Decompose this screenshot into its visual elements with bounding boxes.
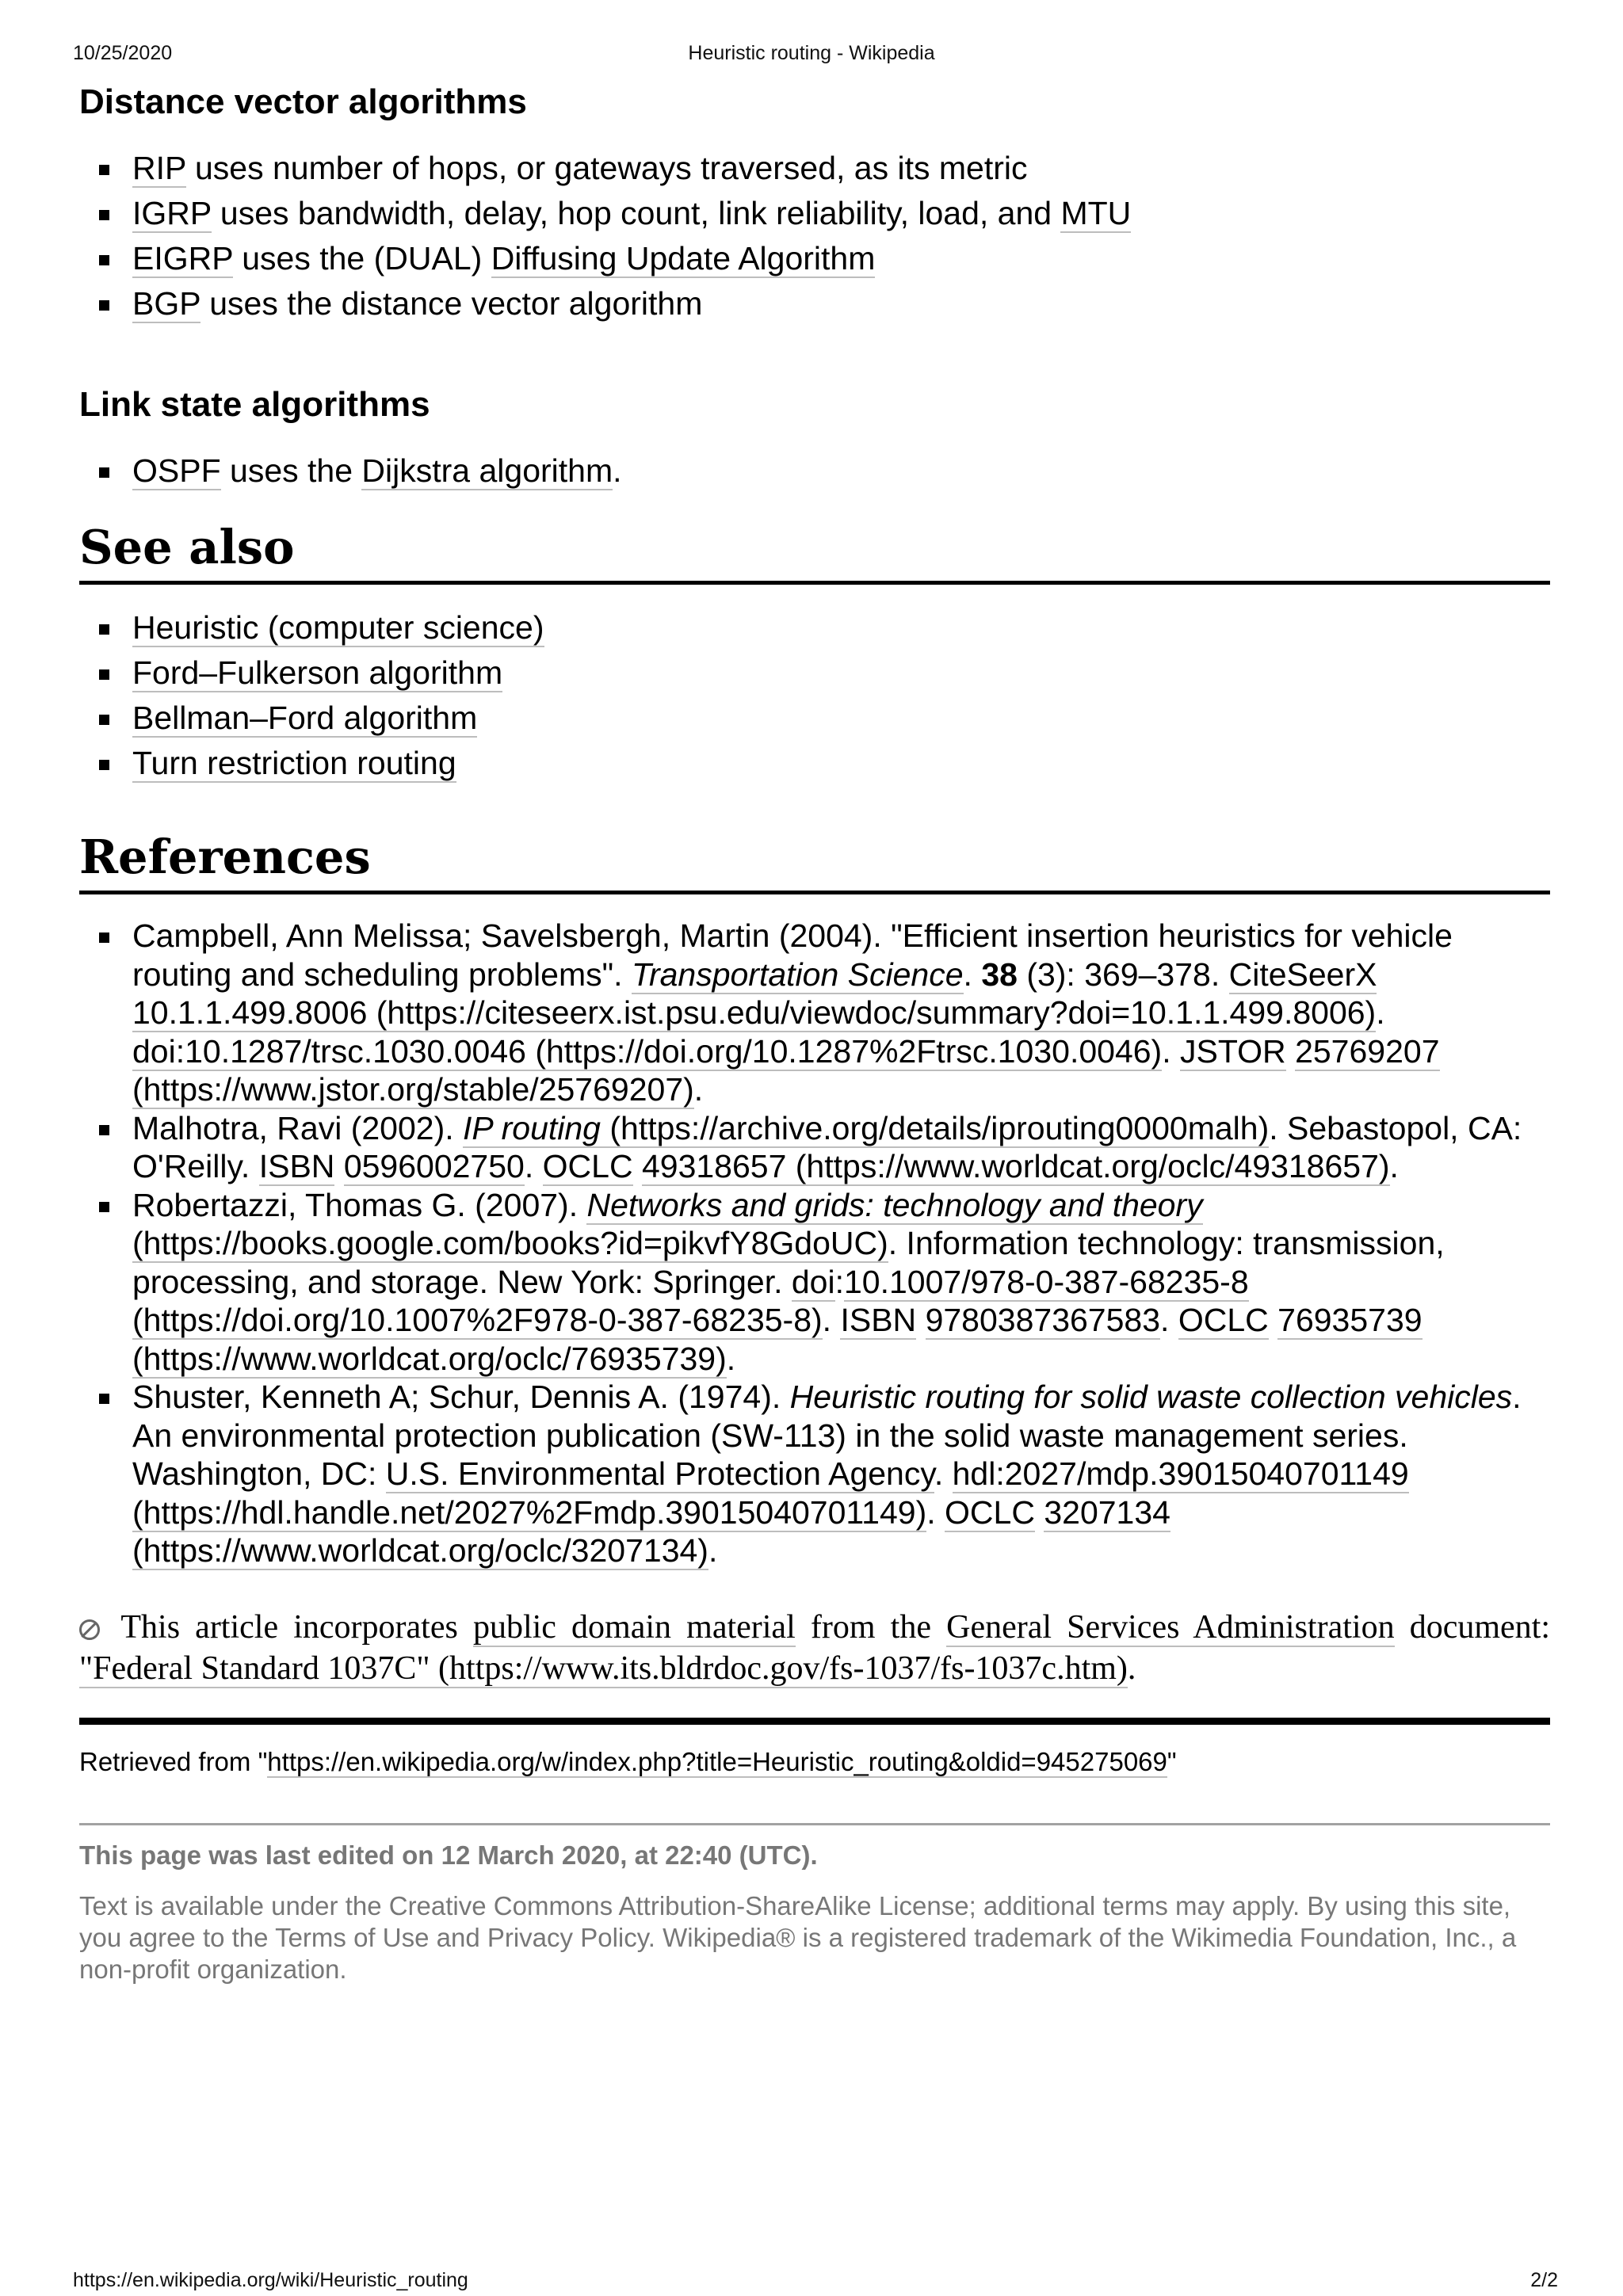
public-domain-link[interactable]: public domain material xyxy=(472,1608,796,1646)
isbn-label-link[interactable]: ISBN xyxy=(840,1302,917,1338)
distance-vector-list xyxy=(79,146,1550,326)
bgp-link[interactable]: BGP xyxy=(132,285,200,322)
reference-item: Malhotra, Ravi (2002). IP routing (https://archive.org/details/iprouting0000malh). Sebastopol, CA: O'Reilly. ISBN 0596002750. OCLC 49318657 (https://www.worldcat.org/oclc/49318657). xyxy=(79,1109,1550,1186)
footer-divider xyxy=(79,1823,1550,1825)
link-state-heading: Link state algorithms xyxy=(79,385,430,424)
public-domain-icon xyxy=(79,1619,100,1640)
reference-item: Robertazzi, Thomas G. (2007). Networks and grids: technology and theory (https://books.google.com/books?id=pikvfY8GdoUC). Information technology: transmission, processing, and storage. New York: Springer. doi:10.1007/978-0-387-68235-8 (https://doi.org/10.1007%2F978-0-387-68235-8). ISBN 9780387367583. OCLC 76935739 (https://www.worldcat.org/oclc/76935739). xyxy=(79,1186,1550,1379)
citeseerx-label-link[interactable]: CiteSeerX xyxy=(1228,955,1377,993)
oclc-label-link[interactable]: OCLC xyxy=(542,1148,633,1184)
retrieved-from: Retrieved from "https://en.wikipedia.org/w/index.php?title=Heuristic_routing&oldid=945275069" xyxy=(79,1746,1177,1776)
epa-link[interactable]: U.S. Environmental Protection Agency xyxy=(385,1455,934,1492)
list-item xyxy=(79,605,1550,650)
list-item: IGRP uses bandwidth, delay, hop count, link reliability, load, and MTU xyxy=(79,191,1550,236)
list-item xyxy=(79,696,1550,741)
reference-item: Campbell, Ann Melissa; Savelsbergh, Martin (2004). "Efficient insertion heuristics for vehicle routing and scheduling problems". Transportation Science. 38 (3): 369–378. CiteSeerX 10.1.1.499.8006 (https://citeseerx.ist.psu.edu/viewdoc/summary?doi=10.1.1.499.8006). doi:10.1287/trsc.1030.0046 (https://doi.org/10.1287%2Ftrsc.1030.0046). JSTOR 25769207 (https://www.jstor.org/stable/25769207). xyxy=(79,917,1550,1109)
dijkstra-link[interactable]: Dijkstra algorithm xyxy=(361,452,613,489)
list-item: RIP uses number of hops, or gateways traversed, as its metric xyxy=(79,146,1550,191)
oclc-label-link[interactable]: OCLC xyxy=(945,1493,1035,1531)
public-domain-notice: This article incorporates public domain material from the General Services Administration document: "Federal Standard 1037C" (https://www.its.bldrdoc.gov/fs-1037/fs-1037c.htm). xyxy=(79,1608,1550,1687)
doi-link[interactable]: doi:10.1287/trsc.1030.0046 (https://doi.org/10.1287%2Ftrsc.1030.0046) xyxy=(132,1032,1163,1070)
rip-link[interactable]: RIP xyxy=(132,150,186,186)
see-also-list xyxy=(79,605,1550,786)
hdl-link[interactable]: hdl:2027/mdp.39015040701149 (https://hdl.handle.net/2027%2Fmdp.39015040701149) xyxy=(132,1455,1409,1531)
see-also-link[interactable]: Ford–Fulkerson algorithm xyxy=(132,654,503,691)
list-item: EIGRP uses the (DUAL) Diffusing Update Algorithm xyxy=(79,236,1550,281)
eigrp-link[interactable]: EIGRP xyxy=(132,240,233,277)
references-list xyxy=(79,917,1550,1570)
citeseerx-link[interactable]: 10.1.1.499.8006 (https://citeseerx.ist.psu.edu/viewdoc/summary?doi=10.1.1.499.8006) xyxy=(132,994,1377,1031)
doi-link[interactable]: 10.1007/978-0-387-68235-8 (https://doi.org/10.1007%2F978-0-387-68235-8) xyxy=(132,1263,1249,1338)
content-end-rule xyxy=(79,1718,1550,1725)
last-edited: This page was last edited on 12 March 2020, at 22:40 (UTC). xyxy=(79,1840,818,1870)
dual-link[interactable]: Diffusing Update Algorithm xyxy=(491,240,876,277)
isbn-link[interactable]: 0596002750 xyxy=(343,1148,525,1184)
book-link[interactable]: Networks and grids: technology and theory (https://books.google.com/books?id=pikvfY8GdoUC) xyxy=(132,1186,1203,1261)
journal-link[interactable]: Transportation Science xyxy=(631,955,964,993)
link-state-list xyxy=(79,448,1550,494)
print-page-title: Heuristic routing - Wikipedia xyxy=(688,42,935,64)
oclc-link[interactable]: 76935739 (https://www.worldcat.org/oclc/76935739) xyxy=(132,1302,1423,1377)
book-link[interactable]: IP routing (https://archive.org/details/iprouting0000malh) xyxy=(463,1109,1270,1146)
igrp-link[interactable]: IGRP xyxy=(132,195,212,231)
oclc-link[interactable]: 49318657 (https://www.worldcat.org/oclc/49318657) xyxy=(641,1148,1390,1184)
reference-item: Shuster, Kenneth A; Schur, Dennis A. (1974). Heuristic routing for solid waste collection vehicles. An environmental protection publication (SW-113) in the solid waste management series. Washington, DC: U.S. Environmental Protection Agency. hdl:2027/mdp.39015040701149 (https://hdl.handle.net/2027%2Fmdp.39015040701149). OCLC 3207134 (https://www.worldcat.org/oclc/3207134). xyxy=(79,1378,1550,1570)
article-content xyxy=(79,81,1550,1985)
see-also-heading: See also xyxy=(79,517,1550,585)
see-also-link[interactable]: Bellman–Ford algorithm xyxy=(132,700,478,736)
see-also-link[interactable]: Turn restriction routing xyxy=(132,745,456,781)
references-heading: References xyxy=(79,827,1550,894)
isbn-label-link[interactable]: ISBN xyxy=(258,1148,335,1184)
jstor-link[interactable]: 25769207 (https://www.jstor.org/stable/25769207) xyxy=(132,1032,1440,1108)
print-date: 10/25/2020 xyxy=(73,42,173,64)
print-url: https://en.wikipedia.org/wiki/Heuristic_routing xyxy=(73,2269,468,2291)
list-item: BGP uses the distance vector algorithm xyxy=(79,281,1550,326)
distance-vector-heading: Distance vector algorithms xyxy=(79,82,527,121)
print-page-number: 2/2 xyxy=(1530,2269,1558,2291)
fed-std-link[interactable]: "Federal Standard 1037C" (https://www.its.bldrdoc.gov/fs-1037/fs-1037c.htm) xyxy=(79,1650,1128,1687)
retrieved-url-link[interactable]: https://en.wikipedia.org/w/index.php?title=Heuristic_routing&oldid=945275069 xyxy=(267,1746,1167,1776)
jstor-label-link[interactable]: JSTOR xyxy=(1180,1032,1286,1070)
see-also-link[interactable]: Heuristic (computer science) xyxy=(132,609,544,646)
oclc-link[interactable]: 3207134 (https://www.worldcat.org/oclc/3207134) xyxy=(132,1493,1170,1569)
isbn-link[interactable]: 9780387367583 xyxy=(925,1302,1161,1338)
doi-label-link[interactable]: doi xyxy=(791,1263,835,1300)
list-item: OSPF uses the Dijkstra algorithm. xyxy=(79,448,1550,494)
ospf-link[interactable]: OSPF xyxy=(132,452,221,489)
list-item xyxy=(79,650,1550,696)
license-text: Text is available under the Creative Commons Attribution-ShareAlike License; additional terms may apply. By using this site, you agree to the Terms of Use and Privacy Policy. Wikipedia® is a registered trademark of the Wikimedia Foundation, Inc., a non-profit organization. xyxy=(79,1890,1517,1984)
gsa-link[interactable]: General Services Administration xyxy=(946,1608,1395,1646)
list-item xyxy=(79,741,1550,786)
oclc-label-link[interactable]: OCLC xyxy=(1178,1302,1269,1338)
mtu-link[interactable]: MTU xyxy=(1060,195,1132,231)
